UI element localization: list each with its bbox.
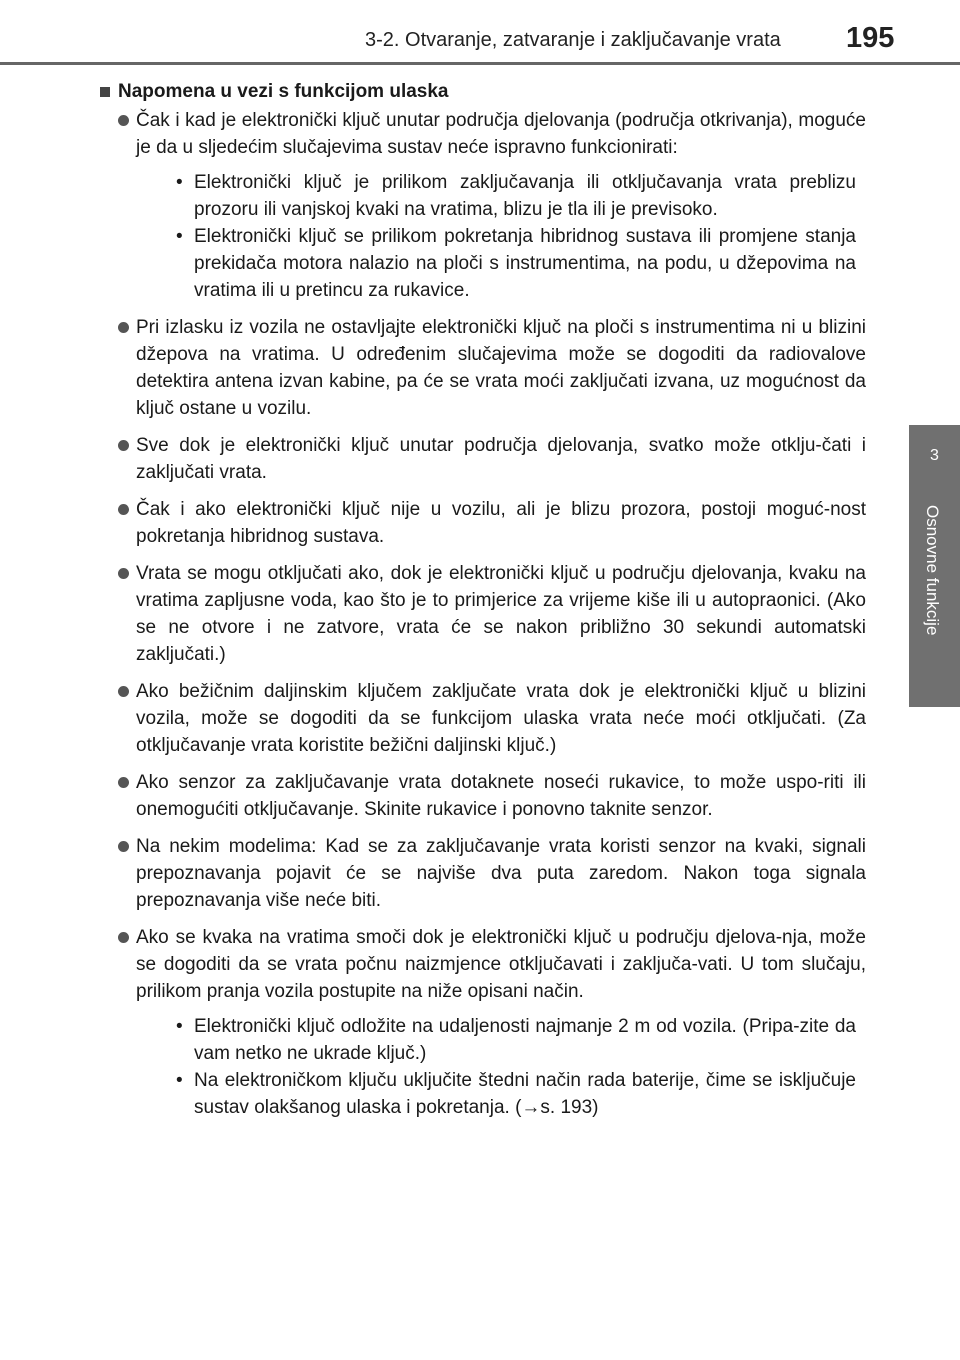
page-number: 195 (846, 22, 895, 54)
sub-list-item (136, 1067, 866, 1121)
note-item (98, 924, 866, 1121)
chapter-title: 3-2. Otvaranje, zatvaranje i zaključavanje vrata (365, 29, 781, 51)
note-text: Pri izlasku iz vozila ne ostavljajte elektronički ključ na ploči s instrumentima ni u blizini džepova na vratima. U određenim slučajevima može se dogoditi da radiovalove detektira antena izvan kabine, pa će se vrata moći zaključati izvana, uz mogućnost da ključ ostane u vozilu. (136, 317, 866, 419)
sub-bullet-marker: • (176, 1016, 183, 1037)
chapter-side-tab (909, 425, 960, 707)
chapter-number: 3 (930, 447, 939, 464)
note-item (98, 107, 866, 304)
sub-list-item (136, 169, 866, 223)
page-content (98, 78, 866, 1125)
header-divider (0, 62, 960, 65)
note-text: Ako se kvaka na vratima smoči dok je elektronički ključ u području djelova-nja, može se dogoditi da se vrata počnu naizmjence otključavati i zaključa-vati. U tom slučaju, prilikom pranja vozila postupite na niže opisani način. (136, 927, 866, 1002)
note-text: Čak i ako elektronički ključ nije u vozilu, ali je blizu prozora, postoji moguć-nost pokretanja hibridnog sustava. (136, 499, 866, 547)
sub-list (136, 169, 866, 304)
note-item (98, 432, 866, 486)
sub-list-item (136, 223, 866, 304)
chapter-label: Osnovne funkcije (923, 505, 942, 636)
sub-list (136, 1013, 866, 1121)
section-heading (98, 78, 866, 105)
note-text: Vrata se mogu otključati ako, dok je elektronički ključ u području djelovanja, kvaku na vratima zapljusne voda, kao što je to primjerice za vrijeme kiše ili u autopraonici. (Ako se ne otvore i ne zatvore, vrata će se nakon približno 30 sekundi automatski zaključati.) (136, 563, 866, 665)
square-bullet-icon (100, 87, 110, 97)
round-bullet-icon (118, 568, 129, 579)
round-bullet-icon (118, 777, 129, 788)
round-bullet-icon (118, 504, 129, 515)
note-text: Ako senzor za zaključavanje vrata dotaknete noseći rukavice, to može uspo-riti ili onemogućiti otključavanje. Skinite rukavice i ponovno taknite senzor. (136, 772, 866, 820)
round-bullet-icon (118, 841, 129, 852)
note-item (98, 496, 866, 550)
sub-list-text: Elektronički ključ odložite na udaljenosti najmanje 2 m od vozila. (Pripa-zite da vam netko ne ukrade ključ.) (194, 1016, 856, 1064)
round-bullet-icon (118, 440, 129, 451)
sub-list-text: Elektronički ključ je prilikom zaključavanja ili otključavanja vrata preblizu prozoru ili vanjskoj kvaki na vratima, blizu je tla ili je previsoko. (194, 172, 856, 220)
note-item (98, 678, 866, 759)
sub-bullet-marker: • (176, 1070, 183, 1091)
round-bullet-icon (118, 115, 129, 126)
sub-list-item (136, 1013, 866, 1067)
sub-list-text: Elektronički ključ se prilikom pokretanja hibridnog sustava ili promjene stanja prekidača motora nalazio na ploči s instrumentima, na podu, u džepovima na vratima ili u pretincu za rukavice. (194, 226, 856, 301)
note-text: Ako bežičnim daljinskim ključem zaključate vrata dok je elektronički ključ u blizini vozila, može se dogoditi da se funkcijom ulaska vrata neće moći otključati. (Za otključavanje vrata koristite bežični daljinski ključ.) (136, 681, 866, 756)
note-text: Na nekim modelima: Kad se za zaključavanje vrata koristi senzor na kvaki, signali prepoznavanja pojavit će se najviše dva puta zaredom. Nakon toga signala prepoznavanja više neće biti. (136, 836, 866, 911)
round-bullet-icon (118, 686, 129, 697)
note-text: Sve dok je elektronički ključ unutar područja djelovanja, svatko može otklju-čati i zaključati vrata. (136, 435, 866, 483)
section-heading-text: Napomena u vezi s funkcijom ulaska (118, 81, 449, 102)
note-text: Čak i kad je elektronički ključ unutar područja djelovanja (područja otkrivanja), moguće je da u sljedećim slučajevima sustav neće ispravno funkcionirati: (136, 110, 866, 158)
note-item (98, 314, 866, 422)
round-bullet-icon (118, 932, 129, 943)
round-bullet-icon (118, 322, 129, 333)
sub-bullet-marker: • (176, 172, 183, 193)
sub-list-text: Na elektroničkom ključu uključite štedni način rada baterije, čime se isključuje sustav olakšanog ulaska i pokretanja. (→s. 193) (194, 1070, 856, 1118)
note-item (98, 833, 866, 914)
sub-bullet-marker: • (176, 226, 183, 247)
note-item (98, 560, 866, 668)
page-header (0, 0, 960, 70)
note-item (98, 769, 866, 823)
